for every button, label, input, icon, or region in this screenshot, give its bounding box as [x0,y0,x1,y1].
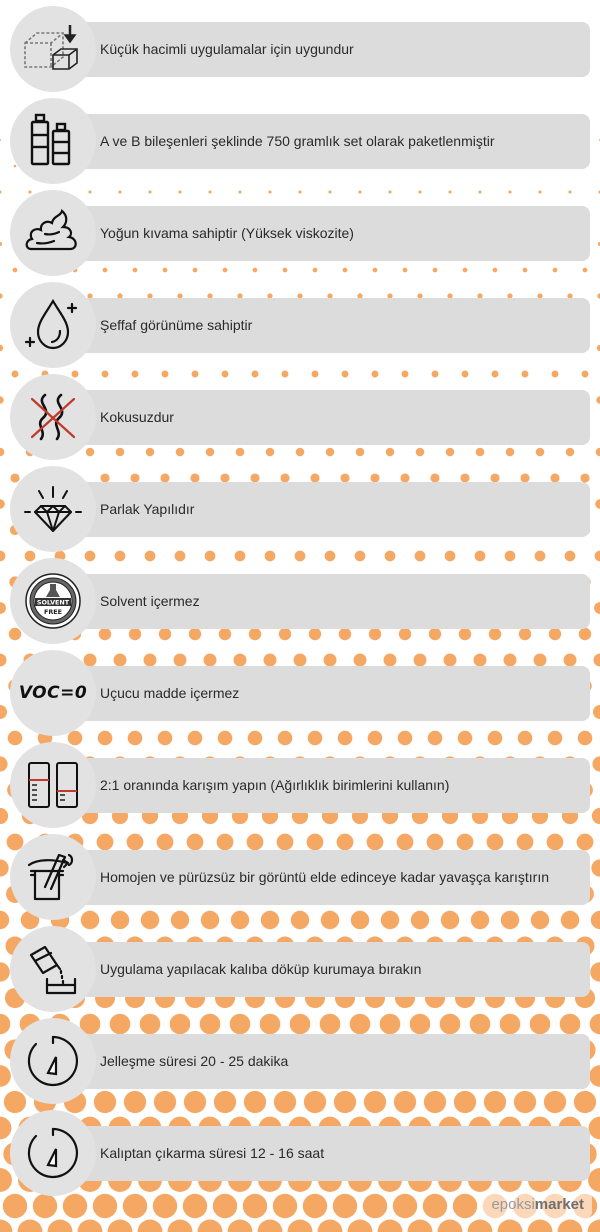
background-dot [108,1220,133,1232]
background-dot [594,602,600,614]
background-dot [183,1194,207,1218]
feature-label: Solvent içermez [100,593,200,609]
clear-drop-icon [23,295,83,355]
background-dot [595,499,600,509]
background-dot [588,1220,600,1232]
background-dot [0,242,2,246]
background-dot [0,705,7,719]
background-dot [0,293,3,298]
diamond-shine-icon [23,479,83,539]
icon-circle [10,650,96,736]
background-dot [0,1220,13,1232]
feature-row-gel-time [10,1018,590,1104]
background-dot [333,1194,357,1218]
background-dot [0,756,8,771]
background-dot [453,1194,477,1218]
feature-label: Jelleşme süresi 20 - 25 dakika [100,1053,289,1069]
badge-top-text: SOLVENT [36,598,70,607]
feature-label: Homojen ve pürüzsüz bir görüntü elde edinceye kadar yavaşça karıştırın [100,869,550,885]
feature-row-mix-ratio [10,742,590,828]
feature-label: Şeffaf görünüme sahiptir [100,317,253,333]
background-dot [596,448,600,457]
icon-circle [10,1018,96,1104]
icon-circle [10,834,96,920]
brand-logo-part1: epoksi [491,1196,535,1213]
icon-circle [10,282,96,368]
bottles-icon [23,111,83,171]
background-dot [198,1220,223,1232]
gel-timer-icon [23,1031,83,1091]
background-dot [393,1194,417,1218]
background-dot [228,1220,253,1232]
voc-zero-icon: VOC=0 [18,683,88,703]
icon-circle [10,6,96,92]
background-dot [558,1220,583,1232]
feature-row-viscosity [10,190,590,276]
icon-circle [10,374,96,460]
icon-circle [10,558,96,644]
feature-label: Küçük hacimli uygulamalar için uygundur [100,41,354,57]
background-dot [589,1065,600,1087]
feature-label: 2:1 oranında karışım yapın (Ağırlıklık birimlerini kullanın) [100,777,450,793]
background-dot [378,1220,403,1232]
background-dot [594,654,600,667]
background-dot [0,396,4,403]
background-dot [0,551,5,562]
feature-row-package [10,98,590,184]
background-dot [592,756,600,771]
background-dot [288,1220,313,1232]
background-dot [0,1014,10,1035]
background-dot [363,1194,387,1218]
feature-row-voc [10,650,590,736]
icon-circle [10,190,96,276]
background-dot [33,1194,57,1218]
icon-circle [10,926,96,1012]
feature-row-small-volume [10,6,590,92]
background-dot [0,962,10,982]
background-dot [0,499,5,509]
solvent-free-badge-icon [23,571,83,631]
background-dot [0,139,1,141]
background-dot [528,1220,553,1232]
brand-logo [483,1192,592,1218]
background-dot [0,808,8,824]
feature-row-odorless [10,374,590,460]
background-dot [138,1220,163,1232]
pouring-icon [23,939,83,999]
background-dot [348,1220,373,1232]
background-dot [168,1220,193,1232]
background-dot [78,1220,103,1232]
background-dot [63,1194,87,1218]
background-dot [0,345,3,351]
background-dot [593,705,600,719]
background-dot [0,911,9,929]
feature-row-solvent-free [10,558,590,644]
background-dot [0,190,2,193]
background-dot [408,1220,433,1232]
feature-label: Parlak Yapılıdır [100,501,195,517]
background-dot [591,911,600,929]
thick-blob-icon [23,203,83,263]
feature-label: Uygulama yapılacak kalıba döküp kurumaya bırakın [100,961,422,977]
feature-row-pour [10,926,590,1012]
feature-row-transparent [10,282,590,368]
background-dot [589,1117,600,1140]
background-dot [423,1194,447,1218]
background-dot [590,1014,600,1035]
background-dot [498,1220,523,1232]
brand-logo-part2: market [534,1196,584,1213]
feature-row-glossy [10,466,590,552]
feature-row-demold-time [10,1110,590,1196]
icon-circle [10,742,96,828]
background-dot [0,654,6,667]
background-dot [0,448,4,457]
background-dot [258,1220,283,1232]
background-dot [0,602,6,614]
background-dot [591,859,600,876]
feature-label: Kalıptan çıkarma süresi 12 - 16 saat [100,1145,325,1161]
background-dot [48,1220,73,1232]
icon-circle [10,1110,96,1196]
no-odor-icon [23,387,83,447]
background-dot [93,1194,117,1218]
small-volume-box-icon [23,19,83,79]
demold-timer-icon [23,1123,83,1183]
icon-circle [10,466,96,552]
feature-label: Uçucu madde içermez [100,685,240,701]
background-dot [243,1194,267,1218]
feature-row-mix [10,834,590,920]
background-dot [468,1220,493,1232]
background-dot [592,808,600,824]
background-dot [123,1194,147,1218]
icon-circle [10,98,96,184]
feature-label: A ve B bileşenleri şeklinde 750 gramlık set olarak paketlenmiştir [100,133,495,149]
mixing-pot-icon [23,847,83,907]
background-dot [595,551,600,562]
background-dot [3,1194,27,1218]
background-dot [438,1220,463,1232]
background-dot [213,1194,237,1218]
feature-label: Yoğun kıvama sahiptir (Yüksek viskozite) [100,225,354,241]
background-dot [273,1194,297,1218]
measuring-beakers-icon [23,755,83,815]
background-dot [18,1220,43,1232]
badge-bottom-text: FREE [43,608,63,616]
background-dot [303,1194,327,1218]
background-dot [0,859,9,876]
background-dot [596,396,600,403]
background-dot [318,1220,343,1232]
background-dot [590,962,600,982]
feature-label: Kokusuzdur [100,409,174,425]
background-dot [153,1194,177,1218]
